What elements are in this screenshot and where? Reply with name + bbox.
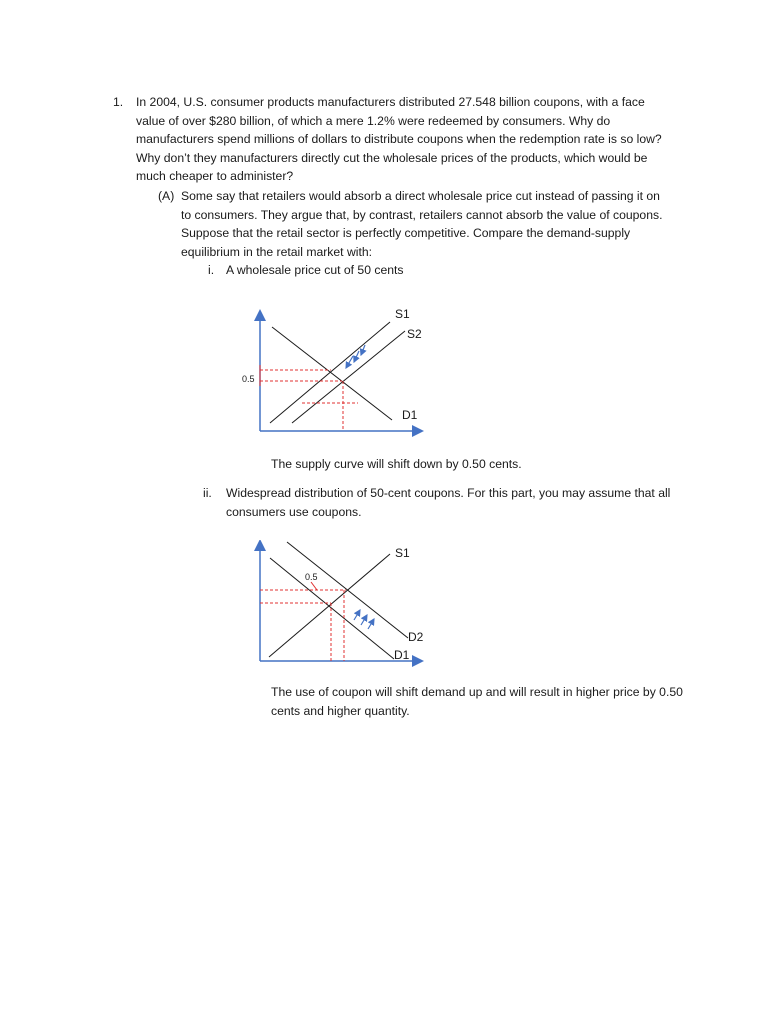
supply-curve-s1 xyxy=(270,322,390,423)
sub-i-answer: The supply curve will shift down by 0.50 cents. xyxy=(271,457,522,471)
shift-arrow-3 xyxy=(368,619,374,629)
shift-gap-marker xyxy=(311,582,317,590)
shift-arrow-2 xyxy=(354,351,359,362)
sub-i-label: i. xyxy=(208,263,215,277)
label-s1: S1 xyxy=(395,307,410,321)
demand-curve-d1 xyxy=(270,558,394,659)
supply-curve-s2 xyxy=(292,331,405,423)
label-d1: D1 xyxy=(402,408,418,422)
demand-shift-diagram xyxy=(225,540,435,670)
label-s2: S2 xyxy=(407,327,422,341)
label-d1: D1 xyxy=(394,648,410,662)
sub-ii-text: Widespread distribution of 50-cent coupons. For this part, you may assume that all consumers use coupons. xyxy=(226,486,674,519)
shift-arrow-1 xyxy=(354,610,360,620)
supply-shift-diagram xyxy=(225,300,435,440)
sub-ii-label: ii. xyxy=(203,486,212,500)
sub-ii-answer: The use of coupon will shift demand up and will result in higher price by 0.50 cents and higher quantity. xyxy=(271,685,687,718)
label-shift: 0.5 xyxy=(305,572,318,582)
label-s1: S1 xyxy=(395,546,410,560)
question-number: 1. xyxy=(113,95,124,109)
sub-i-text: A wholesale price cut of 50 cents xyxy=(226,263,404,277)
part-a-text: Some say that retailers would absorb a direct wholesale price cut instead of passing it on to consumers. They argue that, by contrast, retailers cannot absorb the value of coupons. Suppose that the retail sector is perfectly competitive. Compare the demand-supply equilibrium in the retail market with: xyxy=(181,189,666,259)
part-a-label: (A) xyxy=(158,189,175,203)
label-d2: D2 xyxy=(408,630,424,644)
label-price: 0.5 xyxy=(242,374,255,384)
shift-arrow-2 xyxy=(361,615,367,625)
question-text: In 2004, U.S. consumer products manufacturers distributed 27.548 billion coupons, with a face value of over $280 billion, of which a mere 1.2% were redeemed by consumers. Why do manufacturers spend millions of dollars to distribute coupons when the redemption rate is so low? Why don’t they manufacturers directly cut the wholesale prices of the products, which would be much cheaper to administer? xyxy=(136,95,666,184)
